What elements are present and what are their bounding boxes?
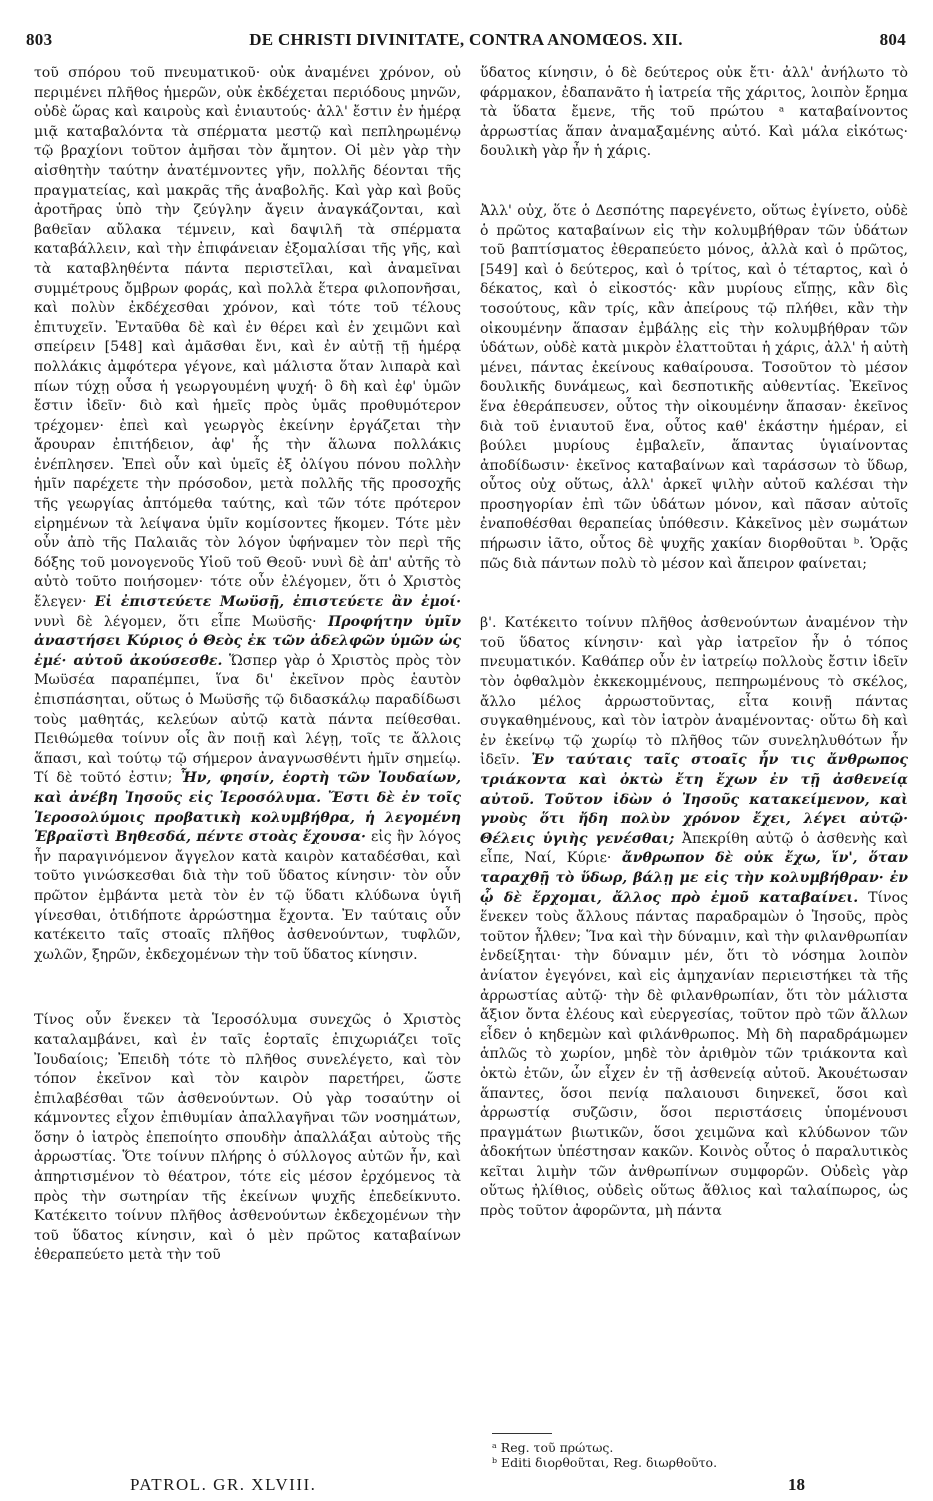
page-number-right: 804 — [879, 30, 906, 49]
page-header — [26, 30, 906, 56]
paragraph-gap — [480, 574, 908, 614]
right-paragraph-1: ὕδατος κίνησιν, ὁ δὲ δεύτερος οὐκ ἔτι· ἀλλ' ἀνήλωτο τὸ φάρμακον, ἐδαπανᾶτο ἡ ἰατρεία τῆς χάριτος, λοιπὸν ἔρημα τὰ ὕδατα ἔμενε, τῆς τοῦ πρώτου ᵃ καταβαίνοντος ἀρρωστίας ἅπαν ἀναμαξαμένης αὐτό. Καὶ μάλα εἰκότως· δουλικὴ γὰρ ἦν ἡ χάρις. — [480, 65, 908, 160]
right-paragraph-2: Ἀλλ' οὐχ, ὅτε ὁ Δεσπότης παρεγένετο, οὕτως ἐγίνετο, οὐδὲ ὁ πρῶτος καταβαίνων εἰς τὴν κολυμβήθραν τῶν ὑδάτων τοῦ βαπτίσματος ἐθεραπεύετο μόνος, ἀλλὰ καὶ ὁ πρῶτος, [549] καὶ ὁ δεύτερος, καὶ ὁ τρίτος, καὶ ὁ τέταρτος, καὶ ὁ δέκατος, καὶ ὁ εἰκοστός· κἂν μυρίους εἴπῃς, κἂν δὶς τοσούτους, κἂν τρίς, κἂν ἀπείρους τῷ πλήθει, κἂν τὴν οἰκουμένην ἅπασαν ἐμβάλῃς εἰς τὴν κολυμβήθραν τῶν ὑδάτων, οὐδὲ κατὰ μικρὸν ἐλαττοῦται ἡ χάρις, ἀλλ' ἡ αὐτὴ μένει, πάντας ἐκείνους καθαίρουσα. Τοσοῦτον τὸ μέσον δουλικῆς δυνάμεως, καὶ δεσποτικῆς αὐθεντίας. Ἐκεῖνος ἕνα ἐθεράπευσεν, οὗτος τὴν οἰκουμένην ἅπασαν· ἐκεῖνος διὰ τοῦ ἐνιαυτοῦ ἕνα, οὗτος καθ' ἑκάστην ἡμέραν, εἰ βούλει μυρίους ἐμβαλεῖν, ἅπαντας ὑγιαίνοντας ἀποδίδωσιν· ἐκεῖνος καταβαίνων καὶ ταράσσων τὸ ὕδωρ, οὗτος οὐχ οὕτως, ἀλλ' ἀρκεῖ ψιλὴν αὐτοῦ καλέσαι τὴν προσηγορίαν ἐπὶ τῶν ὑδάτων μόνον, καὶ πᾶσαν αὐτοῖς ἐναποθέσθαι θεραπείας ὑπόθεσιν. Κἀκεῖνος μὲν σωμάτων πήρωσιν ἰᾶτο, οὗτος δὲ ψυχῆς χακίαν διορθοῦται ᵇ. Ὁρᾷς πῶς διὰ πάντων πολὺ τὸ μέσον καὶ ἄπειρον φαίνεται; — [480, 202, 908, 572]
left-p1-mid-2: Ὥσπερ γὰρ ὁ Χριστὸς πρὸς τὸν Μωϋσέα παραπέμπει, ἵνα δι' ἐκεῖνον πρὸς ἑαυτὸν ἐπισπάσηται, οὕτως ὁ Μωϋσῆς τῷ διδασκάλῳ παραδίδωσι τοὺς μαθητάς, κελεύων αὐτῷ κατὰ πάντα πείθεσθαι. Πειθώμεθα τοίνυν οἷς ἂν ποιῇ καὶ λέγῃ, τοῖς τε ἄλλοις ἅπασι, καὶ τούτῳ τῷ σήμερον ἀναγνωσθέντι ἡμῖν σημείῳ. Τί δὲ τοῦτό ἐστιν; — [34, 652, 461, 787]
footnote-b: ᵇ Editi διορθοῦται, Reg. διωρθοῦτο. — [492, 1455, 718, 1470]
right-column — [480, 64, 908, 1434]
right-p3-quote-2: ἄνθρωπον δὲ οὐκ ἔχω, ἵν', ὅταν ταραχθῇ τὸ ὕδωρ, βάλῃ με εἰς τὴν κολυμβήθραν· ἐν ᾧ δὲ ἔρχομαι, ἄλλος πρὸ ἐμοῦ καταβαίνει. — [480, 850, 908, 906]
page-number-left: 803 — [26, 30, 53, 49]
left-p1-quote-2: Προφήτην ὑμῖν ἀναστήσει Κύριος ὁ Θεὸς ἐκ τῶν ἀδελφῶν ὑμῶν ὡς ἐμέ· αὐτοῦ ἀκούσεσθε. — [34, 613, 461, 669]
footnote-a: ᵃ Reg. τοῦ πρώτως. — [492, 1440, 614, 1455]
footnote-rule — [492, 1433, 552, 1434]
right-p3-end: Τίνος ἕνεκεν τοὺς ἄλλους πάντας παραδραμὼν ὁ Ἰησοῦς, πρὸς τοῦτον ἦλθεν; Ἵνα καὶ τὴν δύναμιν, καὶ τὴν φιλανθρωπίαν ἐνδείξηται· τὴν δύναμιν μέν, ὅτι τὸ νόσημα λοιπὸν ἀνίατον ἐγεγόνει, καὶ εἰς ἀμηχανίαν περιειστήκει τὰ τῆς ἀρρωστίας αὐτῷ· τὴν δὲ φιλανθρωπίαν, ὅτι τὸν μάλιστα ἄξιον ὄντα ἐλέους καὶ εὐεργεσίας, τοῦτον πρὸ τῶν ἄλλων εἶδεν ὁ κηδεμὼν καὶ φιλάνθρωπος. Μὴ δὴ παραδράμωμεν ἁπλῶς τὸ χωρίον, μηδὲ τὸν ἀριθμὸν τῶν τριάκοντα καὶ ὀκτὼ ἐτῶν, ὧν εἶχεν ἐν τῇ ἀσθενείᾳ αὐτοῦ. Ἀκουέτωσαν ἅπαντες, ὅσοι πενίᾳ παλαιουσι διηνεκεῖ, ὅσοι καὶ ἀρρωστίᾳ συζῶσιν, ὅσοι περιστάσεις ὑπομένουσι πραγμάτων βιωτικῶν, ὅσοι χειμῶνα καὶ κλύδωνον τῶν ἀδοκήτων ὑπέστησαν κακῶν. Κοινὸς οὗτος ὁ παραλυτικὸς κεῖται λιμὴν τῶν ἀνθρωπίνων συμφορῶν. Οὐδεὶς γὰρ οὕτως ἠλίθιος, οὐδεὶς οὕτως ἄθλιος καὶ ταλαίπωρος, ὡς πρὸς τοῦτον ἀφορῶντα, μὴ πάντα — [480, 889, 908, 1220]
sheet-number: 18 — [788, 1475, 805, 1494]
running-title: DE CHRISTI DIVINITATE, CONTRA ANOMŒOS. XII. — [249, 30, 683, 49]
left-p1-quote-1: Εἰ ἐπιστεύετε Μωϋσῇ, ἐπιστεύετε ἂν ἐμοί· — [94, 594, 461, 611]
right-paragraph-3 — [480, 614, 908, 1221]
printer-signature: PATROL. GR. XLVIII. — [130, 1475, 317, 1494]
left-p1-end: εἰς ἣν λόγος ἦν παραγινόμενον ἄγγελον κατὰ καιρὸν καταδέσθαι, καὶ τοῦτο γινώσκεσθαι διὰ τὴν τοῦ ὕδατος κίνησιν· τὸν οὖν πρῶτον ἐμβάντα μετὰ τὸν ἐν τῷ ὕδατι κλύδωνα ὑγιῆ γίνεσθαι, ὁτιδήποτε ἀρρώστημα ἔχοντα. Ἐν ταύταις οὖν κατέκειτο ταῖς στοαῖς πλῆθος ἀσθενούντων, τυφλῶν, χωλῶν, ξηρῶν, ἐκδεχομένων τὴν τοῦ ὕδατος κίνησιν. — [34, 829, 461, 963]
page-footer — [130, 1475, 830, 1497]
left-p1-quote-3: Ἦν, φησίν, ἑορτὴ τῶν Ἰουδαίων, καὶ ἀνέβη Ἰησοῦς εἰς Ἱεροσόλυμα. Ἔστι δὲ ἐν τοῖς Ἱεροσολύμοις προβατικὴ κολυμβήθρα, ἡ λεγομένη Ἑβραϊστὶ Βηθεσδά, πέντε στοὰς ἔχουσα· — [34, 770, 461, 846]
left-column — [34, 64, 461, 1434]
paragraph-gap — [34, 965, 461, 1011]
left-paragraph-2: Τίνος οὖν ἕνεκεν τὰ Ἱεροσόλυμα συνεχῶς ὁ Χριστὸς καταλαμβάνει, καὶ ἐν ταῖς ἑορταῖς ἐπιχωριάζει τοῖς Ἰουδαίοις; Ἐπειδὴ τότε τὸ πλῆθος συνελέγετο, καὶ τὸν τόπον ἐκεῖνον καὶ τὸν καιρὸν παρετήρει, ὥστε ἐπιλαβέσθαι τῶν ἀσθενούντων. Οὐ γὰρ τοσαύτην οἱ κάμνοντες εἶχον ἐπιθυμίαν ἀπαλλαγῆναι τῶν νοσημάτων, ὅσην ὁ ἰατρὸς ἐπεποίητο σπουδὴν ἀπαλλάξαι αὐτοὺς τῆς ἀρρωστίας. Ὅτε τοίνυν πλήρης ὁ σύλλογος αὐτῶν ἦν, καὶ ἀπηρτισμένον τὸ θέατρον, τότε εἰς μέσον ἐρχόμενος τὰ πρὸς τὴν σωτηρίαν τῆς ἐκείνων ψυχῆς ἐπεδείκνυτο. Κατέκειτο τοίνυν πλῆθος ἀσθενούντων ἐκδεχομένων τὴν τοῦ ὕδατος κίνησιν, καὶ ὁ μὲν πρῶτος καταβαίνων ἐθεραπεύετο μετὰ τὴν τοῦ — [34, 1012, 461, 1264]
paragraph-gap — [480, 162, 908, 202]
footnotes — [492, 1440, 852, 1470]
left-paragraph-1 — [34, 64, 461, 965]
right-p3-text: β'. Κατέκειτο τοίνυν πλῆθος ἀσθενούντων ἀναμένον τὴν τοῦ ὕδατος κίνησιν· καὶ γὰρ ἰατρεῖον ἦν ὁ τόπος πνευματικόν. Καθάπερ οὖν ἐν ἰατρείῳ πολλοὺς ἔστιν ἰδεῖν τὸν ὀφθαλμὸν ἐκκεκομμένους, πεπηρωμένους τὸ σκέλος, ἄλλο μέλος ἀρρωστοῦντας, εἶτα κοινῇ πάντας συγκαθημένους, καὶ τὸν ἰατρὸν ἀναμένοντας· οὕτω δὴ καὶ ἐν ἐκείνῳ τῷ χωρίῳ τὸ πλῆθος τῶν συνεληλυθότων ἦν ἰδεῖν. — [480, 615, 908, 769]
right-p3-mid: Ἀπεκρίθη αὐτῷ ὁ ἀσθενὴς καὶ εἶπε, Ναί, Κύριε· — [480, 830, 908, 867]
right-p3-quote-1: Ἐν ταύταις ταῖς στοαῖς ἦν τις ἄνθρωπος τριάκοντα καὶ ὀκτὼ ἔτη ἔχων ἐν τῇ ἀσθενείᾳ αὐτοῦ. Τοῦτον ἰδὼν ὁ Ἰησοῦς κατακείμενον, καὶ γνοὺς ὅτι ἤδη πολὺν χρόνον ἔχει, λέγει αὐτῷ· Θέλεις ὑγιὴς γενέσθαι; — [480, 752, 908, 847]
left-p1-text: τοῦ σπόρου τοῦ πνευματικοῦ· οὐκ ἀναμένει χρόνον, οὐ περιμένει πλῆθος ἡμερῶν, οὐκ ἐκδέχεται περιόδους μηνῶν, οὐδὲ ὥρας καὶ καιροὺς καὶ ἐνιαυτούς· ἀλλ' ἔστιν ἐν ἡμέρᾳ μιᾷ καταβαλόντα τὰ σπέρματα μεστῷ καὶ πεπληρωμένῳ τῷ βραχίονι τοῦτον ἀμῆσαι τὸν ἄμητον. Οἱ μὲν γὰρ τὴν αἰσθητὴν ταύτην ἀνατέμνοντες γῆν, πολλῆς δέονται τῆς πραγματείας, καὶ μακρᾶς τῆς ἀναβολῆς. Καὶ γὰρ καὶ βοῦς ἀροτῆρας ὑπὸ τὴν ζεύγλην ἄγειν ἀναγκάζονται, καὶ βαθεῖαν αὔλακα τέμνειν, καὶ δαψιλῆ τὰ σπέρματα καταβάλλειν, καὶ τὴν ἐπιφάνειαν ἐξομαλίσαι τῆς γῆς, καὶ τὰ καταβληθέντα πάντα περιστεῖλαι, καὶ ἀναμεῖναι συμμέτρους ὄμβρων φοράς, καὶ πολλὰ ἕτερα φιλοπονῆσαι, καὶ πολὺν ἐκδέχεσθαι χρόνον, καὶ τότε τοῦ τέλους ἐπιτυχεῖν. Ἐνταῦθα δὲ καὶ ἐν θέρει καὶ ἐν χειμῶνι καὶ σπείρειν [548] καὶ ἀμᾶσθαι ἔνι, καὶ ἐν αὐτῇ τῇ ἡμέρᾳ πολλάκις ἀμφότερα γέγονε, καὶ μάλιστα ὅταν λιπαρὰ καὶ πίων τύχῃ οὖσα ἡ γεωργουμένη ψυχή· ὃ δὴ καὶ ἐφ' ὑμῶν ἔστιν ἰδεῖν· διὸ καὶ ἡμεῖς πρὸς ὑμᾶς προθυμότερον τρέχομεν· ἐπεὶ καὶ γεωργὸς ἐκείνην ἐργάζεται τὴν ἄρουραν ἐπιτήδειον, ἀφ' ἧς τὴν ἅλωνα πολλάκις ἐνέπλησεν. Ἐπεὶ οὖν καὶ ὑμεῖς ἐξ ὀλίγου πόνου πολλὴν ἡμῖν παρέχετε τὴν πρόσοδον, μετὰ πολλῆς τῆς προσοχῆς τῆς γεωργίας ἀπτόμεθα ταύτης, καὶ τῶν τότε πρότερον εἰρημένων τὰ λείψανα ὑμῖν κομίσοντες ἥκομεν. Τότε μὲν οὖν ἀπὸ τῆς Παλαιᾶς τὸν λόγον ὑφήναμεν τὸν περὶ τῆς δόξης τοῦ μονογενοῦς Υἱοῦ τοῦ Θεοῦ· νυνὶ δὲ ἀπ' αὐτῆς τὸ αὐτὸ τοῦτο ποιήσομεν· τότε οὖν ἐλέγομεν, ὅτι ὁ Χριστὸς ἔλεγεν· — [34, 65, 461, 611]
left-p1-mid-1: νυνὶ δὲ λέγομεν, ὅτι εἶπε Μωϋσῆς· — [34, 613, 317, 630]
